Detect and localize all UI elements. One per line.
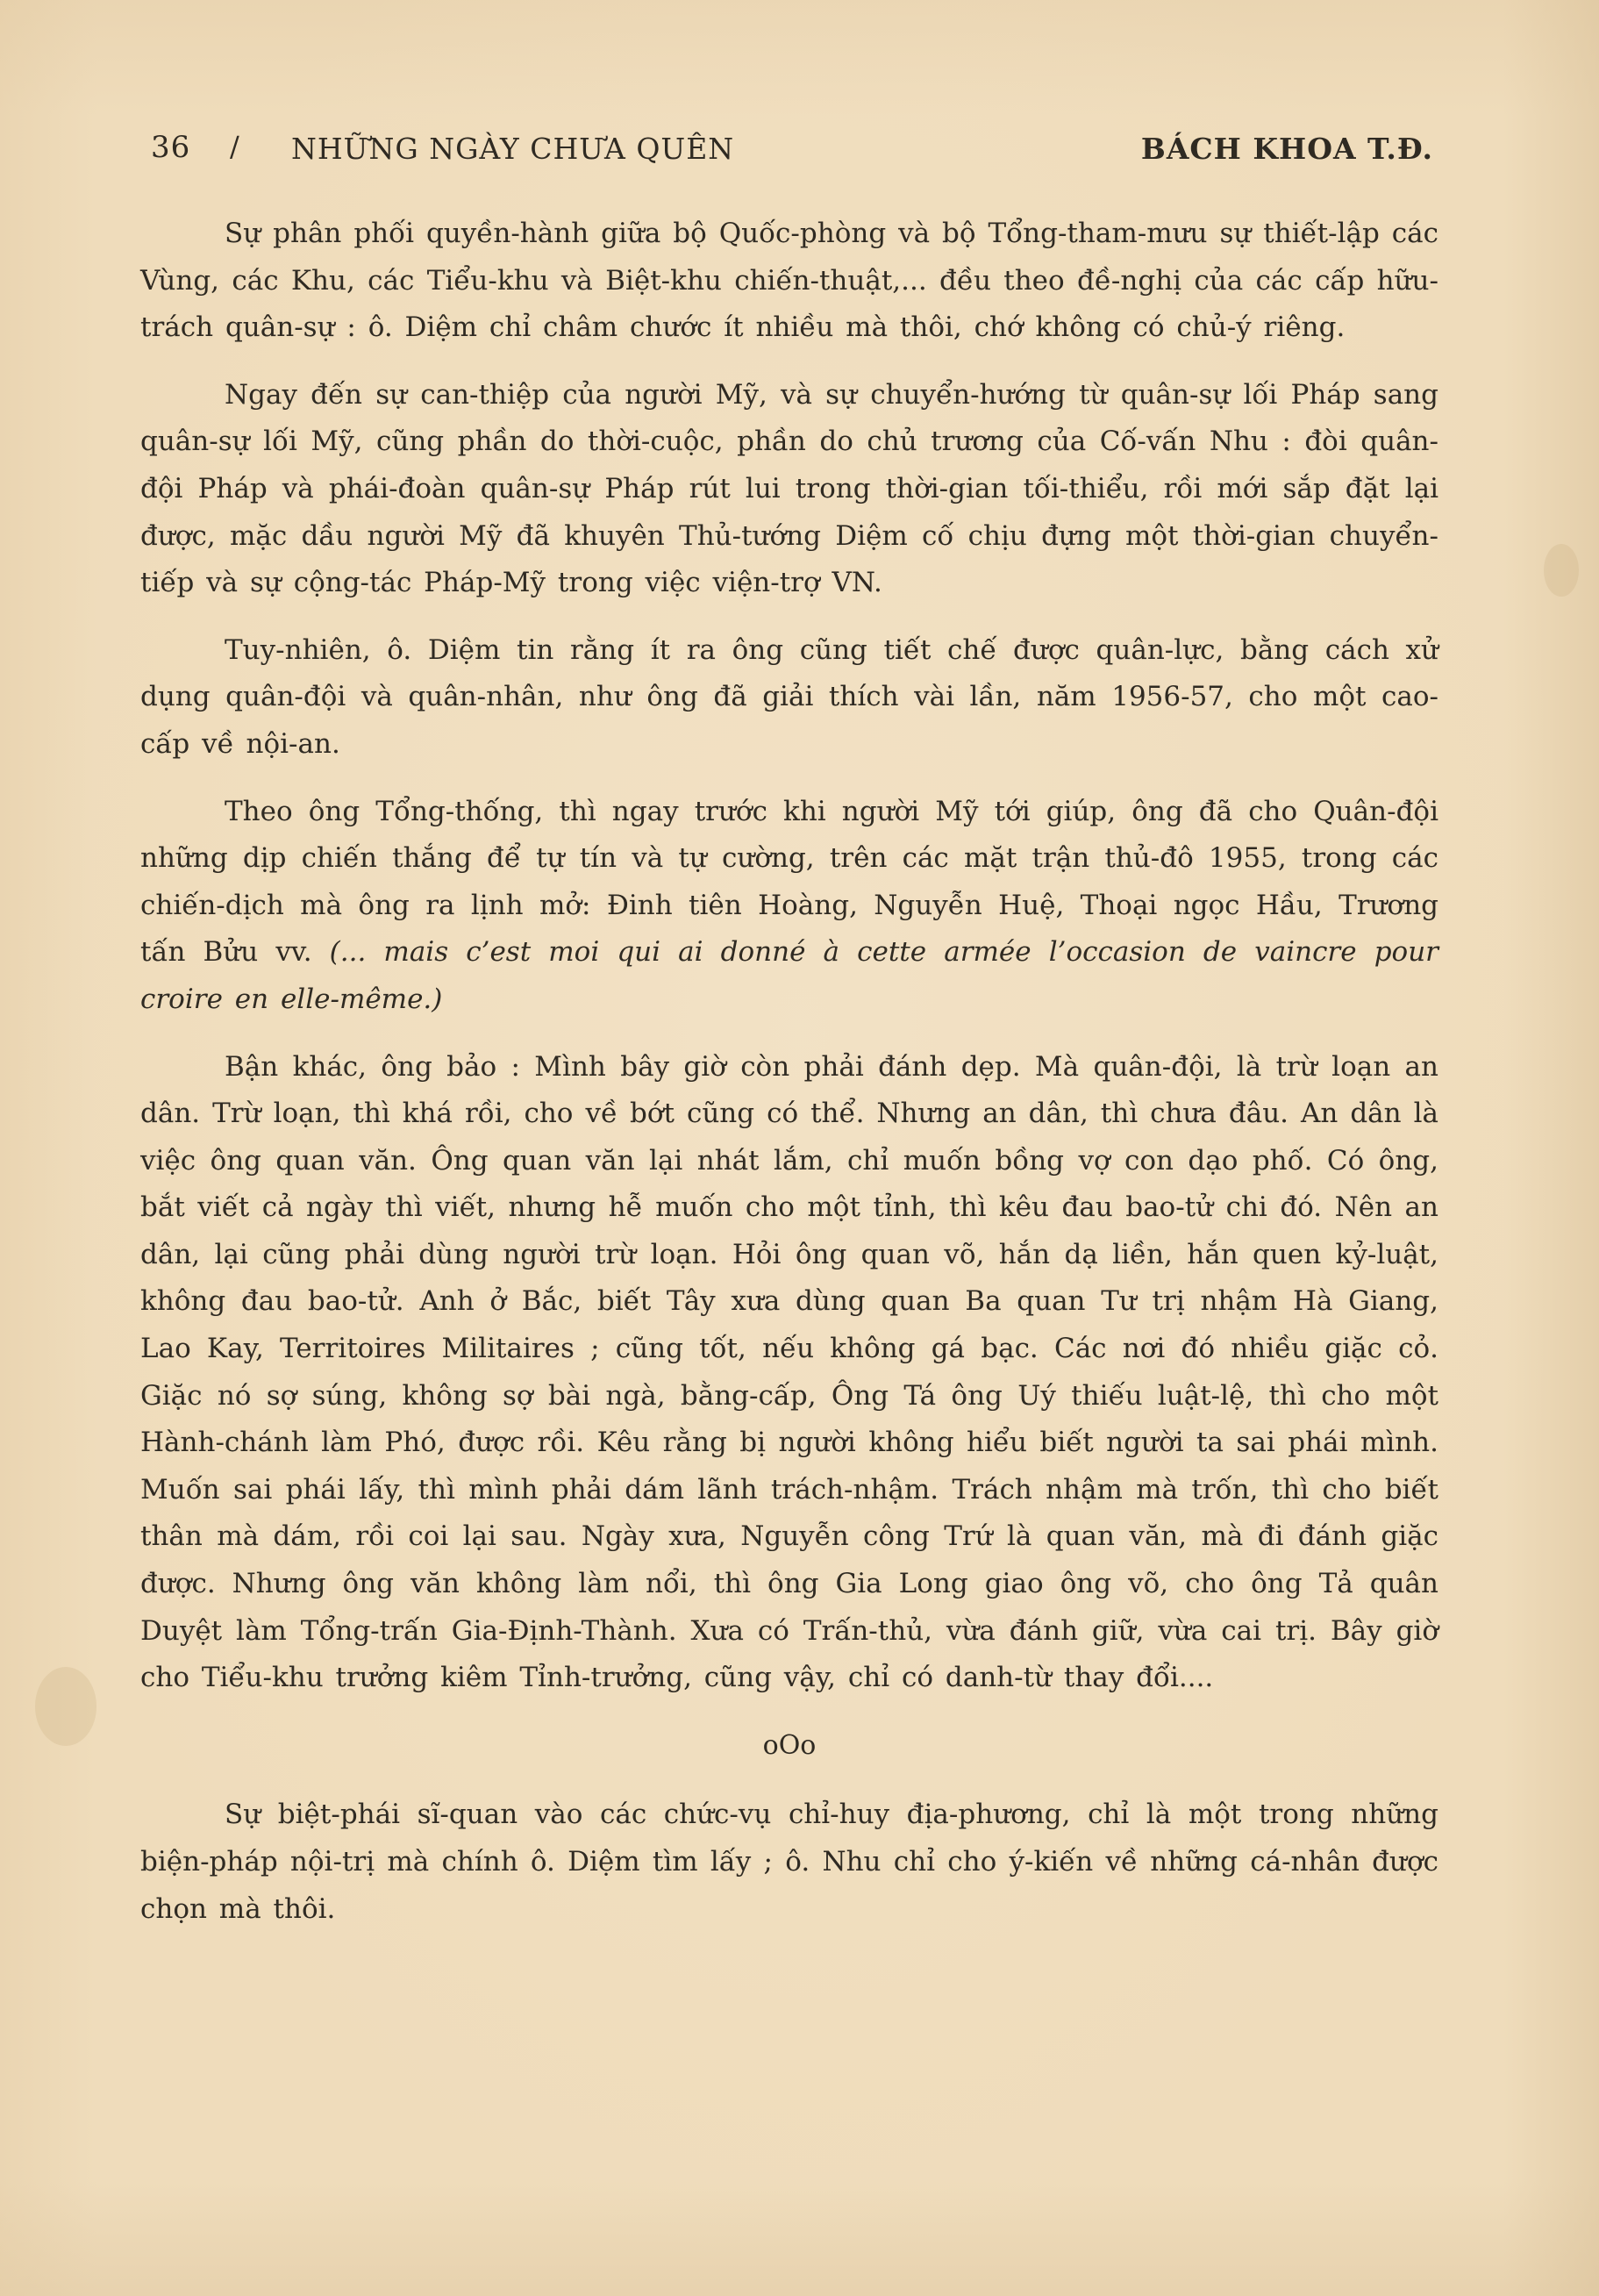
paragraph-president bbox=[140, 789, 1438, 1024]
paragraph: Ngay đến sự can-thiệp của người Mỹ, và sự chuyển-hướng từ quân-sự lối Pháp sang quân-sự lối Mỹ, cũng phần do thời-cuộc, phần do chủ trương của Cố-vấn Nhu : đòi quân-đội Pháp và phái-đoàn quân-sự Pháp rút lui trong thời-gian tối-thiểu, rồi mới sắp đặt lại được, mặc dầu người Mỹ đã khuyên Thủ-tướng Diệm cố chịu đựng một thời-gian chuyển-tiếp và sự cộng-tác Pháp-Mỹ trong việc viện-trợ VN. bbox=[140, 378, 1438, 599]
body-text bbox=[140, 211, 1438, 1953]
paper-stain bbox=[35, 1667, 96, 1746]
paragraph-text: Theo ông Tổng-thống, thì ngay trước khi người Mỹ tới giúp, ông đã cho Quân-đội những dịp chiến thắng để tự tín và tự cường, trên các mặt trận thủ-đô 1955, trong các chiến-dịch mà ông ra lịnh mở: Đinh tiên Hoàng, Nguyễn Huệ, Thoại ngọc Hầu, Trương tấn Bửu vv. bbox=[140, 795, 1438, 969]
paragraph: Bận khác, ông bảo : Mình bây giờ còn phải đánh dẹp. Mà quân-đội, là trừ loạn an dân. Trừ loạn, thì khá rồi, cho về bớt cũng có thể. Nhưng an dân, thì chưa đâu. An dân là việc ông quan văn. Ông quan văn lại nhát lắm, chỉ muốn bồng vợ con dạo phố. Có ông, bắt viết cả ngày thì viết, nhưng hễ muốn cho một tỉnh, thì kêu đau bao-tử chi đó. Nên an dân, lại cũng phải dùng người trừ loạn. Hỏi ông quan võ, hắn dạ liền, hắn quen kỷ-luật, không đau bao-tử. Anh ở Bắc, biết Tây xưa dùng quan Ba quan Tư trị nhậm Hà Giang, Lao Kay, Territoires Militaires ; cũng tốt, nếu không gá bạc. Các nơi đó nhiều giặc cỏ. Giặc nó sợ súng, không sợ bài ngà, bằng-cấp, Ông Tá ông Uý thiếu luật-lệ, thì cho một Hành-chánh làm Phó, được rồi. Kêu rằng bị người không hiểu biết người ta sai phái mình. Muốn sai phái lấy, thì mình phải dám lãnh trách-nhậm. Trách nhậm mà trốn, thì cho biết thân mà dám, rồi coi lại sau. Ngày xưa, Nguyễn công Trứ là quan văn, mà đi đánh giặc được. Nhưng ông văn không làm nổi, thì ông Gia Long giao ông võ, cho ông Tả quân Duyệt làm Tổng-trấn Gia-Định-Thành. Xưa có Trấn-thủ, vừa đánh giữ, vừa cai trị. Bây giờ cho Tiểu-khu trưởng kiêm Tỉnh-trưởng, cũng vậy, chỉ có danh-từ thay đổi.... bbox=[140, 1050, 1438, 1694]
paper-stain bbox=[1544, 544, 1579, 597]
paragraph: Sự phân phối quyền-hành giữa bộ Quốc-phòng và bộ Tổng-tham-mưu sự thiết-lập các Vùng, các Khu, các Tiểu-khu và Biệt-khu chiến-thuật,... đều theo đề-nghị của các cấp hữu-trách quân-sự : ô. Diệm chỉ châm chước ít nhiều mà thôi, chớ không có chủ-ý riêng. bbox=[140, 218, 1438, 344]
header-separator: / bbox=[230, 130, 239, 163]
paragraph: Tuy-nhiên, ô. Diệm tin rằng ít ra ông cũng tiết chế được quân-lực, bằng cách xử dụng quân-đội và quân-nhân, như ông đã giải thích vài lần, năm 1956-57, cho một cao-cấp về nội-an. bbox=[140, 633, 1438, 760]
paragraph: Sự biệt-phái sĩ-quan vào các chức-vụ chỉ-huy địa-phương, chỉ là một trong những biện-pháp nội-trị mà chính ô. Diệm tìm lấy ; ô. Nhu chỉ cho ý-kiến về những cá-nhân được chọn mà thôi. bbox=[140, 1799, 1438, 1925]
page-header bbox=[151, 125, 1433, 168]
french-quote: (... mais c’est moi qui ai donné à cette armée l’occasion de vaincre pour croire en elle-même.) bbox=[140, 936, 1438, 1015]
section-divider: oOo bbox=[762, 1729, 817, 1761]
series-title: BÁCH KHOA T.Đ. bbox=[1140, 132, 1433, 166]
running-title: NHỮNG NGÀY CHƯA QUÊN bbox=[291, 132, 735, 166]
page-number: 36 bbox=[151, 130, 191, 165]
